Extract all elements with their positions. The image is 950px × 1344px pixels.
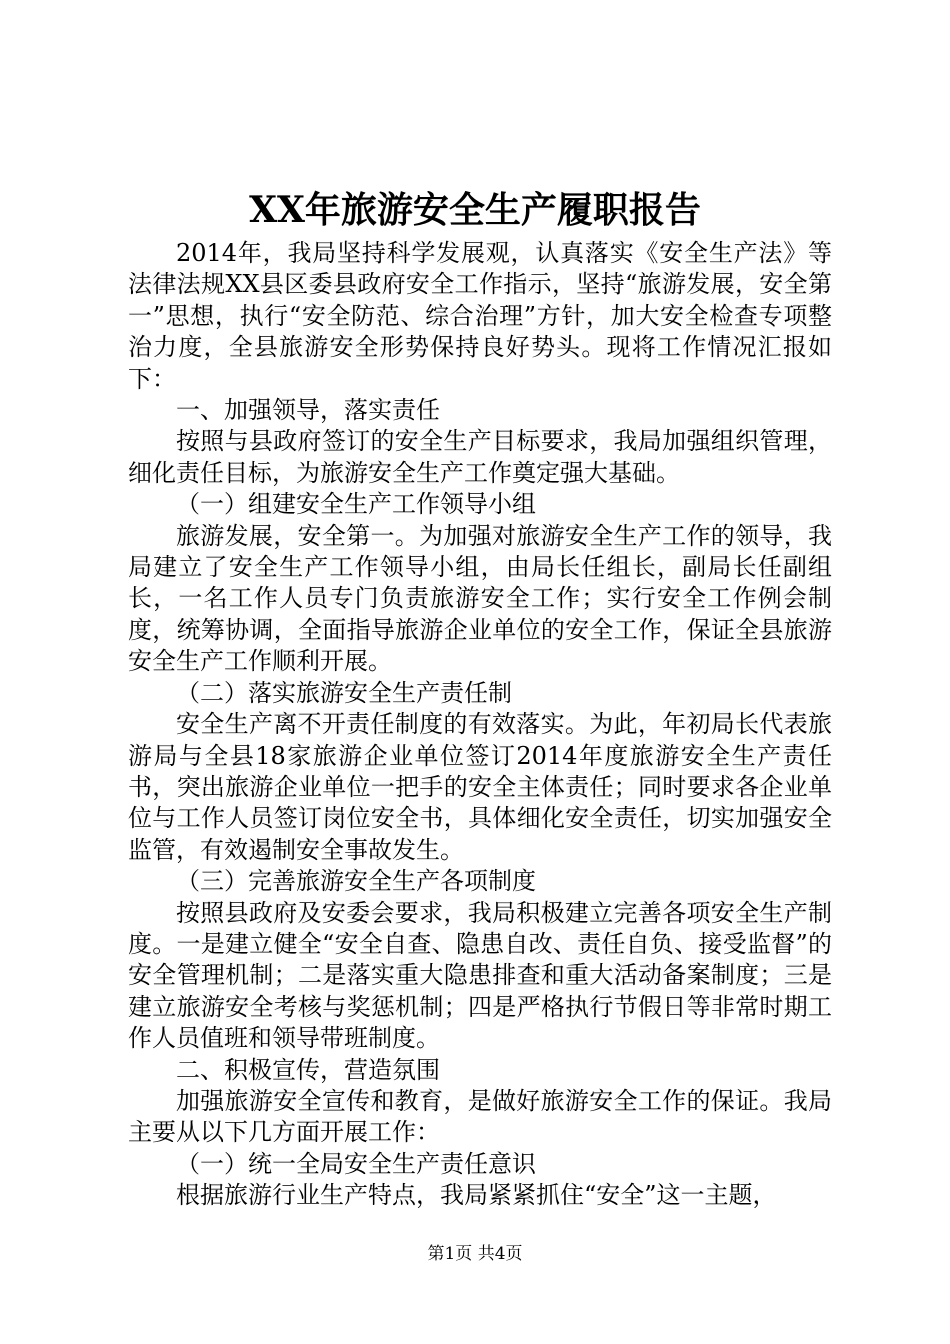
document-title: XX年旅游安全生产履职报告 [249,189,701,231]
subsection-heading: （三）完善旅游安全生产各项制度 [176,867,536,896]
paragraph: 按照与县政府签订的安全生产目标要求，我局加强组织管理，细化责任目标，为旅游安全生产工作奠定强大基础。 [128,427,832,487]
paragraph: 安全生产离不开责任制度的有效落实。为此，年初局长代表旅游局与全县18家旅游企业单位签订2014年度旅游安全生产责任书，突出旅游企业单位一把手的安全主体责任；同时要求各企业单位与工作人员签订岗位安全书，具体细化安全责任，切实加强安全监管，有效遏制安全事故发生。 [128,710,832,864]
paragraph: 2014年，我局坚持科学发展观，认真落实《安全生产法》等法律法规XX县区委县政府安全工作指示，坚持“旅游发展，安全第一”思想，执行“安全防范、综合治理”方针，加大安全检查专项整治力度，全县旅游安全形势保持良好势头。现将工作情况汇报如下： [128,239,832,393]
paragraph: 按照县政府及安委会要求，我局积极建立完善各项安全生产制度。一是建立健全“安全自查、隐患自改、责任自负、接受监督”的安全管理机制；二是落实重大隐患排查和重大活动备案制度；三是建立旅游安全考核与奖惩机制；四是严格执行节假日等非常时期工作人员值班和领导带班制度。 [128,898,832,1053]
paragraph: 旅游发展，安全第一。为加强对旅游安全生产工作的领导，我局建立了安全生产工作领导小组，由局长任组长，副局长任副组长，一名工作人员专门负责旅游安全工作；实行安全工作例会制度，统筹协调，全面指导旅游企业单位的安全工作，保证全县旅游安全生产工作顺利开展。 [128,521,832,676]
section-heading: 一、加强领导，落实责任 [176,396,440,425]
section-heading: 二、积极宣传，营造氛围 [176,1055,440,1084]
subsection-heading: （二）落实旅游安全生产责任制 [176,678,512,707]
page-footer: 第1页 共4页 [427,1244,523,1264]
subsection-heading: （一）统一全局安全生产责任意识 [176,1149,536,1178]
paragraph: 加强旅游安全宣传和教育，是做好旅游安全工作的保证。我局主要从以下几方面开展工作： [128,1086,832,1147]
document-body [128,238,832,1212]
subsection-heading: （一）组建安全生产工作领导小组 [176,490,536,519]
paragraph: 根据旅游行业生产特点，我局紧紧抓住“安全”这一主题， [176,1181,777,1210]
